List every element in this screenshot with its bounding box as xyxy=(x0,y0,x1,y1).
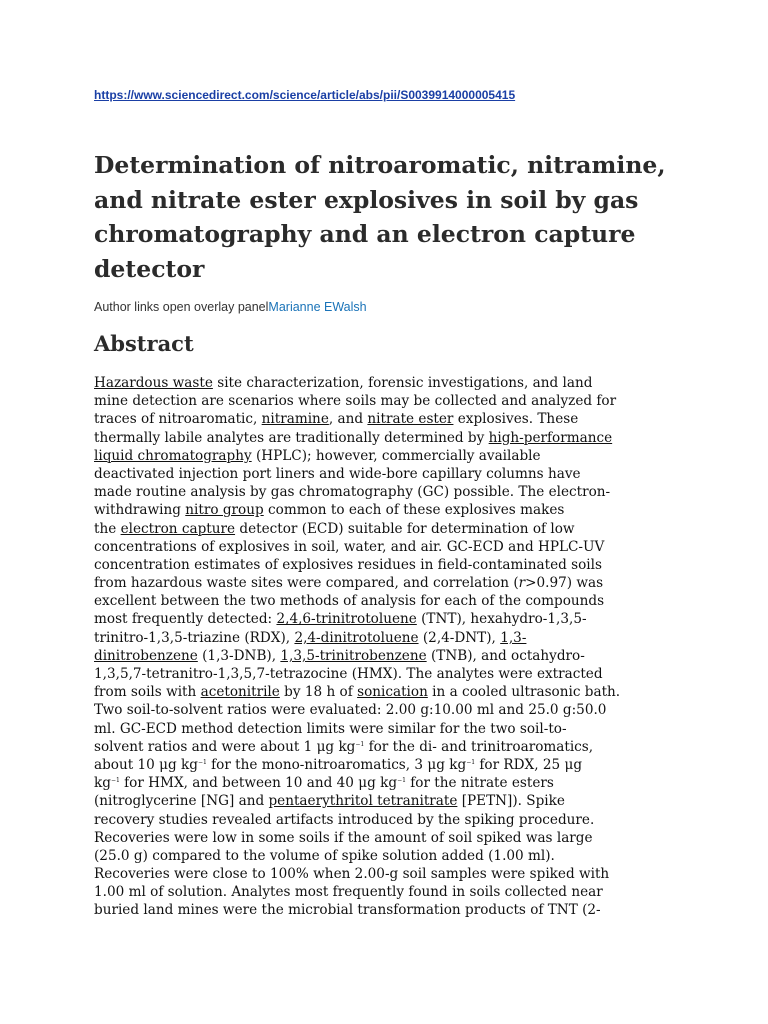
abstract-text: for the di- and trinitroaromatics, xyxy=(364,738,594,755)
abstract-line xyxy=(94,865,674,883)
abstract-text: trinitro-1,3,5-triazine (RDX), xyxy=(94,629,295,646)
abstract-text: about 10 μg kg xyxy=(94,756,198,773)
author-links-label: Author links open overlay panel xyxy=(94,300,269,314)
abstract-text: deactivated injection port liners and wide-bore capillary columns have xyxy=(94,465,581,482)
abstract-text: concentrations of explosives in soil, water, and air. GC-ECD and HPLC-UV xyxy=(94,538,605,555)
abstract-line xyxy=(94,701,674,719)
abstract-text: 1,3,5,7-tetranitro-1,3,5,7-tetrazocine (HMX). The analytes were extracted xyxy=(94,666,603,682)
abstract-line xyxy=(94,520,674,538)
unit-superscript: −1 xyxy=(355,740,365,748)
abstract-line xyxy=(94,792,674,810)
abstract-text: (TNB), and octahydro- xyxy=(426,647,585,664)
abstract-line xyxy=(94,429,674,447)
author-line xyxy=(94,300,367,314)
abstract-text: for the mono-nitroaromatics, 3 μg kg xyxy=(206,756,467,773)
abstract-text: from soils with xyxy=(94,684,201,701)
abstract-line xyxy=(94,683,674,701)
abstract-line xyxy=(94,720,674,738)
abstract-text: withdrawing xyxy=(94,502,186,519)
abstract-line xyxy=(94,374,674,392)
abstract-line xyxy=(94,447,674,465)
abstract-line xyxy=(94,665,674,683)
abstract-line xyxy=(94,901,674,919)
abstract-text: (TNT), hexahydro-1,3,5- xyxy=(416,611,587,628)
abstract-text: detector (ECD) suitable for determination of low xyxy=(235,520,575,537)
abstract-text: 1.00 ml of solution. Analytes most frequently found in soils collected near xyxy=(94,884,603,901)
abstract-term-link[interactable]: electron capture xyxy=(120,520,236,537)
abstract-text: (nitroglycerine [NG] and xyxy=(94,793,269,810)
abstract-term-link[interactable]: acetonitrile xyxy=(200,684,280,701)
abstract-term-link[interactable]: high-performance xyxy=(488,429,613,446)
abstract-text: , and xyxy=(328,411,368,428)
unit-superscript: −1 xyxy=(197,758,207,766)
abstract-line xyxy=(94,501,674,519)
abstract-line xyxy=(94,556,674,574)
article-title: Determination of nitroaromatic, nitramine, and nitrate ester explosives in soil by gas chromatography and an electron capture detector xyxy=(94,151,666,283)
abstract-text: for RDX, 25 μg xyxy=(475,756,583,773)
abstract-text: (HPLC); however, commercially available xyxy=(251,447,541,464)
abstract-text: explosives. These xyxy=(453,411,579,428)
abstract-line xyxy=(94,811,674,829)
abstract-text: for HMX, and between 10 and 40 μg kg xyxy=(119,775,398,792)
abstract-term-link[interactable]: 1,3,5-trinitrobenzene xyxy=(280,647,427,664)
abstract-text: buried land mines were the microbial transformation products of TNT (2- xyxy=(94,902,601,919)
abstract-text: recovery studies revealed artifacts introduced by the spiking procedure. xyxy=(94,811,595,828)
abstract-line xyxy=(94,392,674,410)
abstract-text: kg xyxy=(94,775,111,792)
abstract-line xyxy=(94,574,674,592)
abstract-text: traces of nitroaromatic, xyxy=(94,411,262,428)
abstract-text: (1,3-DNB), xyxy=(197,647,281,664)
abstract-text: (25.0 g) compared to the volume of spike solution added (1.00 ml). xyxy=(94,847,555,864)
unit-superscript: −1 xyxy=(397,777,406,785)
abstract-text: excellent between the two methods of analysis for each of the compounds xyxy=(94,593,605,610)
abstract-line xyxy=(94,774,674,792)
abstract-body xyxy=(94,374,674,920)
abstract-text: Recoveries were low in some soils if the amount of soil spiked was large xyxy=(94,829,593,846)
abstract-text: most frequently detected: xyxy=(94,611,277,628)
italic-symbol: r xyxy=(518,575,526,592)
abstract-text: mine detection are scenarios where soils may be collected and analyzed for xyxy=(94,393,617,410)
abstract-term-link[interactable]: Hazardous waste xyxy=(94,375,213,391)
abstract-term-link[interactable]: 2,4-dinitrotoluene xyxy=(294,629,419,646)
abstract-text: >0.97) was xyxy=(525,575,604,592)
abstract-heading: Abstract xyxy=(94,331,194,356)
abstract-line xyxy=(94,483,674,501)
unit-superscript: −1 xyxy=(466,758,476,766)
unit-superscript: −1 xyxy=(110,777,120,785)
abstract-text: from hazardous waste sites were compared, and correlation ( xyxy=(94,575,519,592)
abstract-line xyxy=(94,538,674,556)
abstract-text: Recoveries were close to 100% when 2.00-g soil samples were spiked with xyxy=(94,866,610,883)
abstract-term-link[interactable]: nitro group xyxy=(185,502,264,519)
abstract-term-link[interactable]: 1,3- xyxy=(500,629,527,646)
abstract-line xyxy=(94,756,674,774)
abstract-text: in a cooled ultrasonic bath. xyxy=(427,684,621,701)
abstract-line xyxy=(94,847,674,865)
abstract-line xyxy=(94,829,674,847)
abstract-term-link[interactable]: 2,4,6-trinitrotoluene xyxy=(276,611,417,628)
abstract-text: [PETN]). Spike xyxy=(457,793,565,810)
author-name-link[interactable]: Marianne EWalsh xyxy=(268,300,367,314)
abstract-term-link[interactable]: pentaerythritol tetranitrate xyxy=(268,793,458,810)
abstract-line xyxy=(94,738,674,756)
abstract-text: (2,4-DNT), xyxy=(418,629,501,646)
abstract-line xyxy=(94,629,674,647)
abstract-term-link[interactable]: nitrate ester xyxy=(367,411,454,428)
abstract-line xyxy=(94,647,674,665)
abstract-text: concentration estimates of explosives residues in field-contaminated soils xyxy=(94,556,602,573)
article-url-link[interactable]: https://www.sciencedirect.com/science/article/abs/pii/S0039914000005415 xyxy=(94,88,516,102)
abstract-term-link[interactable]: sonication xyxy=(357,684,428,701)
abstract-term-link[interactable]: dinitrobenzene xyxy=(94,647,198,664)
abstract-term-link[interactable]: liquid chromatography xyxy=(94,447,252,464)
abstract-text: made routine analysis by gas chromatography (GC) possible. The electron- xyxy=(94,484,611,501)
abstract-line xyxy=(94,592,674,610)
abstract-text: solvent ratios and were about 1 μg kg xyxy=(94,738,356,755)
abstract-text: by 18 h of xyxy=(279,684,358,701)
abstract-line xyxy=(94,610,674,628)
abstract-text: the xyxy=(94,520,121,537)
abstract-text: thermally labile analytes are traditionally determined by xyxy=(94,429,489,446)
abstract-text: site characterization, forensic investigations, and land xyxy=(212,375,593,391)
abstract-text: Two soil-to-solvent ratios were evaluated: 2.00 g:10.00 ml and 25.0 g:50.0 xyxy=(94,702,607,719)
abstract-text: for the nitrate esters xyxy=(405,775,554,792)
abstract-text: common to each of these explosives makes xyxy=(263,502,565,519)
abstract-term-link[interactable]: nitramine xyxy=(261,411,329,428)
abstract-text: ml. GC-ECD method detection limits were similar for the two soil-to- xyxy=(94,720,567,737)
abstract-line xyxy=(94,465,674,483)
abstract-line xyxy=(94,410,674,428)
abstract-line xyxy=(94,883,674,901)
